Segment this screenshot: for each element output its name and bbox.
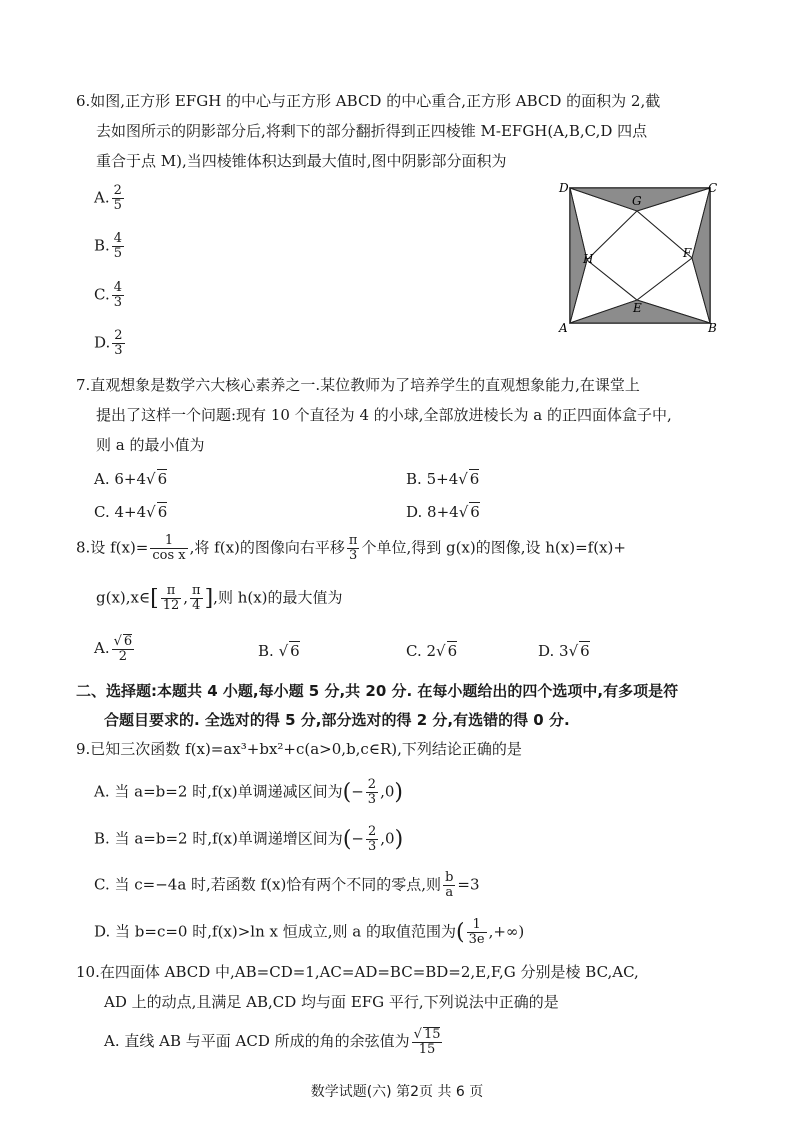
q10-option-a: A. 直线 AB 与平面 ACD 所成的角的余弦值为 $\frac{√ 15}{15}$ [104, 1027, 441, 1057]
label-c: C [708, 181, 718, 195]
q6-figure [555, 178, 725, 338]
q7-option-c: C. 4+4√ 6 [94, 503, 168, 521]
q7-line3: 则 a 的最小值为 [96, 436, 205, 454]
label-d: D [559, 181, 569, 195]
q6-option-b: B. $\frac{4}{5}$ [94, 231, 123, 261]
q8-option-b: B. √ 6 [258, 642, 300, 660]
q10-line2: AD 上的动点,且满足 AB,CD 均与面 EFG 平行,下列说法中正确的是 [104, 993, 559, 1011]
q6-option-d: D. $\frac{2}{3}$ [94, 328, 123, 358]
q6-line2: 去如图所示的阴影部分后,将剩下的部分翻折得到正四棱锥 M-EFGH(A,B,C,D 四点 [96, 122, 648, 140]
q9-option-d: D. 当 b=c=0 时,f(x)>ln x 恒成立,则 a 的取值范围为( $\frac{1}{3e}$ ,+∞) [94, 917, 525, 947]
q8-option-d: D. 3√ 6 [538, 642, 590, 660]
q8-option-a: A. $\frac{√ 6}{2}$ [94, 634, 133, 664]
section2-line1: 二、选择题:本题共 4 小题,每小题 5 分,共 20 分. 在每小题给出的四个选项中,有多项是符 [76, 682, 679, 700]
q6-line1: 6.如图,正方形 EFGH 的中心与正方形 ABCD 的中心重合,正方形 ABCD 的面积为 2,截 [76, 92, 661, 110]
q7-option-a: A. 6+4√ 6 [94, 470, 168, 488]
label-f: F [683, 246, 692, 260]
q6-line3: 重合于点 M),当四棱锥体积达到最大值时,图中阴影部分面积为 [96, 152, 507, 170]
q9-option-b: B. 当 a=b=2 时,f(x)单调递增区间为(− $\frac{2}{3}$ ,0) [94, 824, 404, 854]
q6-option-a: A. $\frac{2}{5}$ [94, 183, 122, 213]
q9-option-c: C. 当 c=−4a 时,若函数 f(x)恰有两个不同的零点,则 $\frac{b}{a}$ =3 [94, 870, 480, 900]
q7-option-b: B. 5+4√ 6 [406, 470, 480, 488]
q6-option-c: C. $\frac{4}{3}$ [94, 280, 122, 310]
q7-line1: 7.直观想象是数学六大核心素养之一.某位教师为了培养学生的直观想象能力,在课堂上 [76, 376, 640, 394]
page-footer: 数学试题(六) 第2页 共 6 页 [310, 1084, 484, 1100]
q7-line2: 提出了这样一个问题:现有 10 个直径为 4 的小球,全部放进棱长为 a 的正四面体盒子中, [96, 406, 672, 424]
q9-option-a: A. 当 a=b=2 时,f(x)单调递减区间为(− $\frac{2}{3}$ ,0) [94, 777, 403, 807]
q9-stem: 9.已知三次函数 f(x)=ax³+bx²+c(a>0,b,c∈R),下列结论正确的是 [76, 740, 522, 758]
section2-line2: 合题目要求的. 全选对的得 5 分,部分选对的得 2 分,有选错的得 0 分. [104, 711, 570, 729]
label-h: H [583, 252, 594, 266]
q8-line2: g(x),x∈[ $\frac{\pi}{12}$ , $\frac{\pi}{4}$ ],则 h(x)的最大值为 [96, 583, 343, 613]
q8-line1: 8.设 f(x)= $\frac{1}{\text{cos x}}$ ,将 f(x)的图像向右平移 $\frac{\pi}{3}$ 个单位,得到 g(x)的图像,设 h(x)=f(x)+ [76, 533, 626, 563]
q8-option-c: C. 2√ 6 [406, 642, 458, 660]
q10-line1: 10.在四面体 ABCD 中,AB=CD=1,AC=AD=BC=BD=2,E,F,G 分别是棱 BC,AC, [76, 963, 639, 981]
q7-option-d: D. 8+4√ 6 [406, 503, 480, 521]
label-b: B [708, 321, 717, 335]
label-g: G [632, 194, 642, 208]
label-a: A [559, 321, 568, 335]
label-e: E [633, 301, 642, 315]
